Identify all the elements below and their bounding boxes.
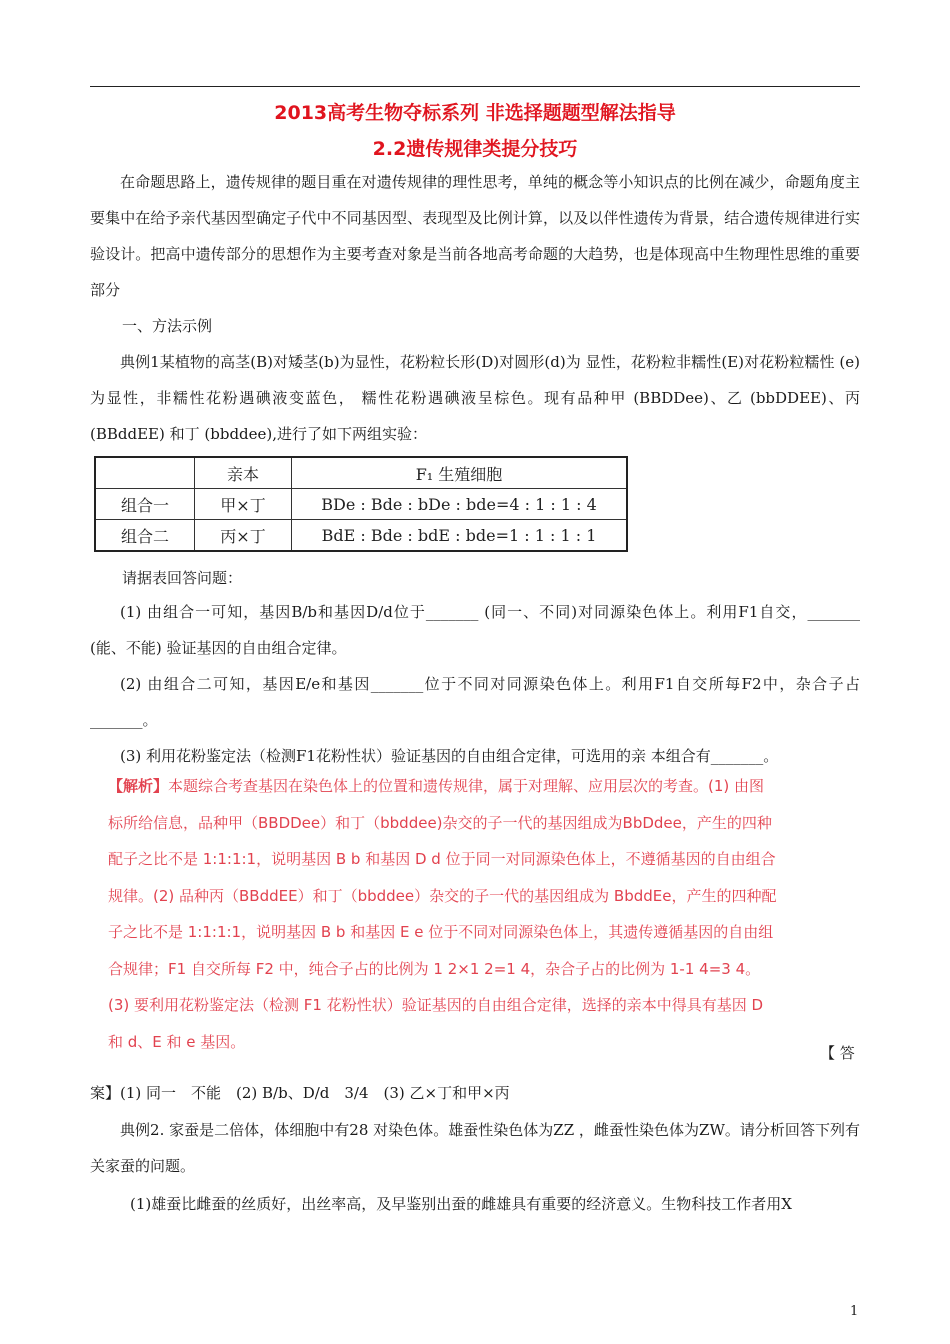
table-cell: BdE : Bde : bdE : bde=1 : 1 : 1 : 1 xyxy=(292,520,628,552)
table-cell: BDe : Bde : bDe : bde=4 : 1 : 1 : 4 xyxy=(292,489,628,520)
example2-paragraph xyxy=(90,1112,860,1184)
question-2 xyxy=(90,666,860,738)
analysis-block xyxy=(108,768,778,1060)
document-title: 2013高考生物夺标系列 非选择题题型解法指导 xyxy=(274,102,676,124)
example1-paragraph xyxy=(90,344,860,452)
question-2-text: (2) 由组合二可知，基因E/e和基因_______位于不同对同源染色体上。利用F1自交所每F2中，杂合子占_______。 xyxy=(90,675,860,729)
table-header-row xyxy=(95,457,627,489)
header-rule xyxy=(90,86,860,87)
document-subtitle: 2.2遗传规律类提分技巧 xyxy=(372,138,578,160)
analysis-heading: 【解析】 xyxy=(108,777,169,795)
analysis-text: 本题综合考查基因在染色体上的位置和遗传规律，属于对理解、应用层次的考查。(1) 由图标所给信息，品种甲（BBDDee）和丁（bbddee)杂交的子一代的基因组成为BbDdee，产生的四种配子之比不是 1:1:1:1，说明基因 B b 和基因 D d 位于同一对同源染色体上，不遵循基因的自由组合规律。(2) 品种丙（BBddEE）和丁（bbddee）杂交的子一代的基因组成为 BbddEe，产生的四种配子之比不是 1:1:1:1，说明基因 B b 和基因 E e 位于不同对同源染色体上，其遗传遵循基因的自由组合规律；F1 自交所每 F2 中，纯合子占的比例为 1 2×1 2=1 4，杂合子占的比例为 1-1 4=3 4。(3) 要利用花粉鉴定法（检测 F1 花粉性状）验证基因的自由组合定律，选择的亲本中得具有基因 D 和 d、E 和 e 基因。 xyxy=(108,777,777,1051)
page-number: 1 xyxy=(850,1304,859,1319)
table-header-cell xyxy=(95,457,195,489)
example2-text: 典例2. 家蚕是二倍体，体细胞中有28 对染色体。雄蚕性染色体为ZZ ，雌蚕性染色体为ZW。请分析回答下列有关家蚕的问题。 xyxy=(90,1121,860,1175)
table-row xyxy=(95,520,627,552)
table-header-cell: 亲本 xyxy=(195,457,292,489)
table-row xyxy=(95,489,627,520)
example2-question-1: (1)雄蚕比雌蚕的丝质好，出丝率高，及早鉴别出蚕的雌雄具有重要的经济意义。生物科技工作者用X xyxy=(130,1195,792,1213)
answer-line: 案】(1) 同一 不能 (2) B/b、D/d 3/4 (3) 乙×丁和甲×丙 xyxy=(90,1084,510,1102)
question-1 xyxy=(90,594,860,666)
table-header-cell: F₁ 生殖细胞 xyxy=(292,457,628,489)
section-heading: 一、方法示例 xyxy=(122,317,213,335)
gamete-table xyxy=(94,456,628,552)
question-3-text: (3) 利用花粉鉴定法（检测F1花粉性状）验证基因的自由组合定律，可选用的亲 本组合有_______。 xyxy=(120,747,779,765)
question-1-text: (1) 由组合一可知，基因B/b和基因D/d位于_______ (同一、不同)对同源染色体上。利用F1自交，_______ (能、不能) 验证基因的自由组合定律。 xyxy=(90,603,860,657)
question-intro: 请据表回答问题： xyxy=(122,569,243,587)
intro-paragraph xyxy=(90,164,860,308)
example1-text: 典例1某植物的高茎(B)对矮茎(b)为显性，花粉粒长形(D)对圆形(d)为 显性，花粉粒非糯性(E)对花粉粒糯性 (e)为显性，非糯性花粉遇碘液变蓝色， 糯性花粉遇碘液呈棕色。现有品种甲 (BBDDee)、乙 (bbDDEE)、丙 (BBddEE) 和丁 (bbddee),进行了如下两组实验： xyxy=(90,353,860,443)
table-cell: 甲×丁 xyxy=(195,489,292,520)
answer-label: 【 答 xyxy=(820,1044,855,1062)
table-cell: 丙×丁 xyxy=(195,520,292,552)
table-cell: 组合一 xyxy=(95,489,195,520)
intro-text: 在命题思路上，遗传规律的题目重在对遗传规律的理性思考，单纯的概念等小知识点的比例在减少，命题角度主要集中在给予亲代基因型确定子代中不同基因型、表现型及比例计算，以及以伴性遗传为背景，结合遗传规律进行实验设计。把高中遗传部分的思想作为主要考查对象是当前各地高考命题的大趋势，也是体现高中生物理性思维的重要部分 xyxy=(90,173,860,299)
table-cell: 组合二 xyxy=(95,520,195,552)
